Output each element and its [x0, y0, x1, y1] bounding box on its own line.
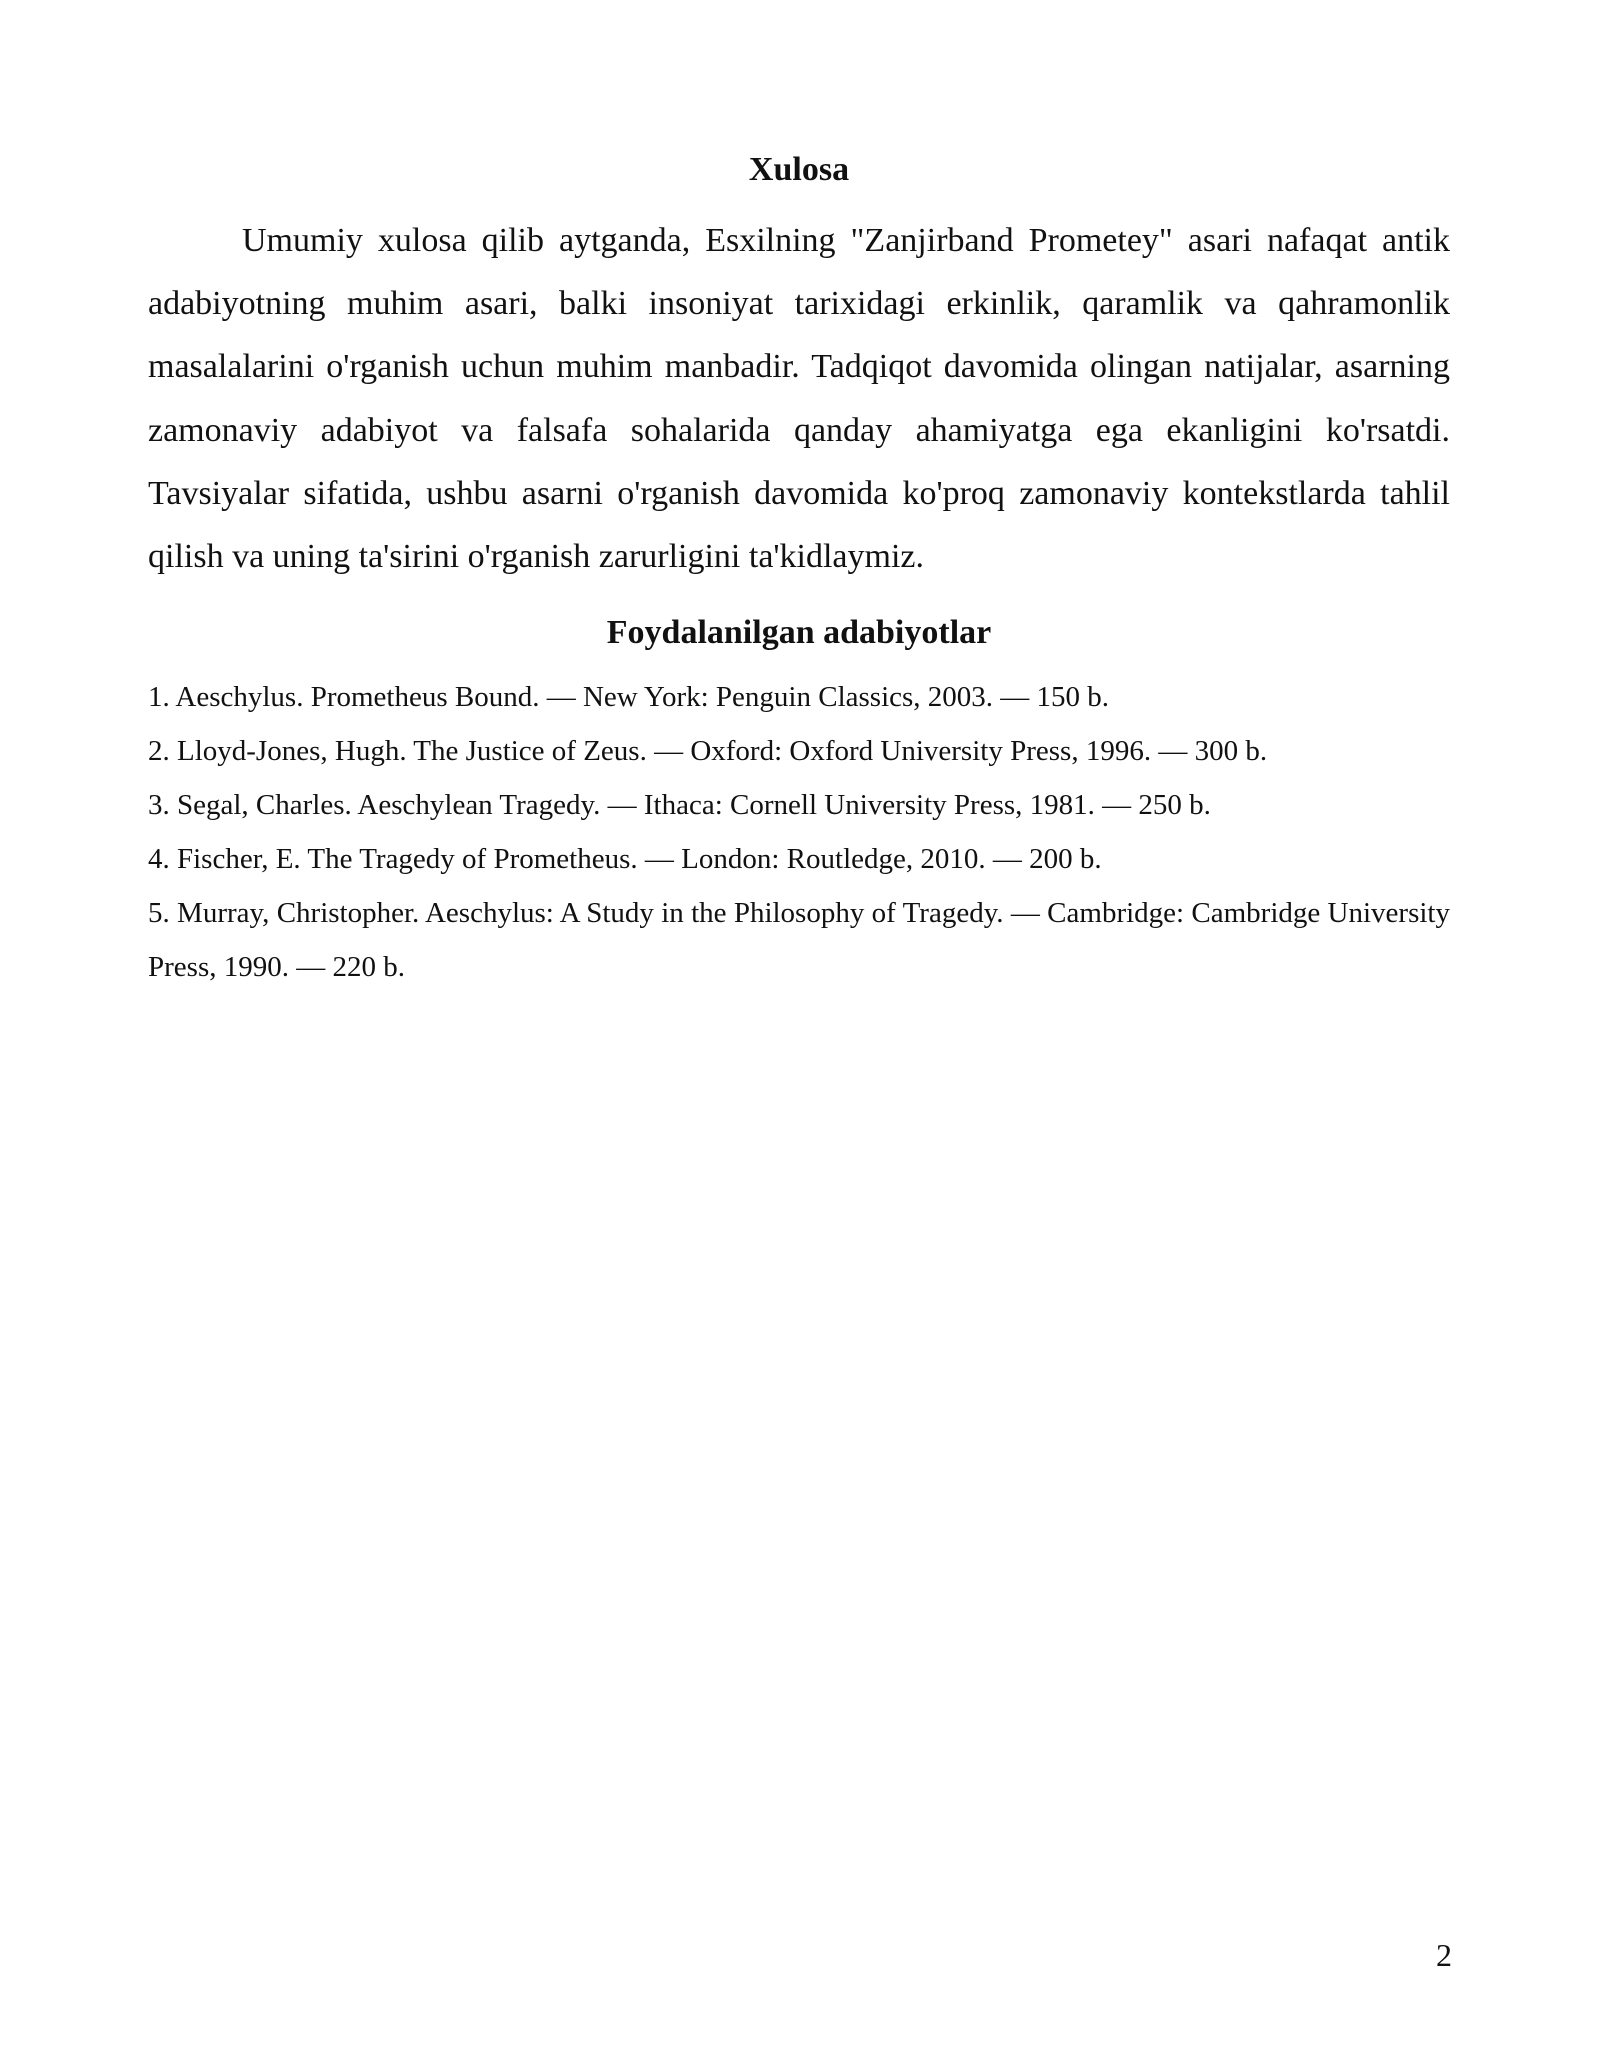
conclusion-paragraph: Umumiy xulosa qilib aytganda, Esxilning "Zanjirband Prometey" asari nafaqat antik adabiyotning muhim asari, balki insoniyat tarixidagi erkinlik, qaramlik va qahramonlik masalalarini o'rganish uchun muhim manbadir. Tadqiqot davomida olingan natijalar, asarning zamonaviy adabiyot va falsafa sohalarida qanday ahamiyatga ega ekanligini ko'rsatdi. Tavsiyalar sifatida, ushbu asarni o'rganish davomida ko'proq zamonaviy kontekstlarda tahlil qilish va uning ta'sirini o'rganish zarurligini ta'kidlaymiz.	[148, 222, 1450, 576]
reference-item: 1. Aeschylus. Prometheus Bound. — New York: Penguin Classics, 2003. — 150 b.	[148, 681, 1110, 714]
reference-item: 5. Murray, Christopher. Aeschylus: A Study in the Philosophy of Tragedy. — Cambridge: Cambridge University Press, 1990. — 220 b.	[148, 897, 1450, 984]
reference-item: 2. Lloyd-Jones, Hugh. The Justice of Zeus. — Oxford: Oxford University Press, 1996. — 300 b.	[148, 735, 1268, 768]
references-list	[148, 670, 1450, 994]
page-number: 2	[1436, 1937, 1452, 1973]
page-content	[148, 145, 1450, 994]
reference-item: 4. Fischer, E. The Tragedy of Prometheus. — London: Routledge, 2010. — 200 b.	[148, 843, 1102, 876]
conclusion-heading: Xulosa	[748, 151, 850, 188]
reference-item: 3. Segal, Charles. Aeschylean Tragedy. — Ithaca: Cornell University Press, 1981. — 250 b.	[148, 789, 1211, 822]
references-heading: Foydalanilgan adabiyotlar	[606, 614, 992, 652]
